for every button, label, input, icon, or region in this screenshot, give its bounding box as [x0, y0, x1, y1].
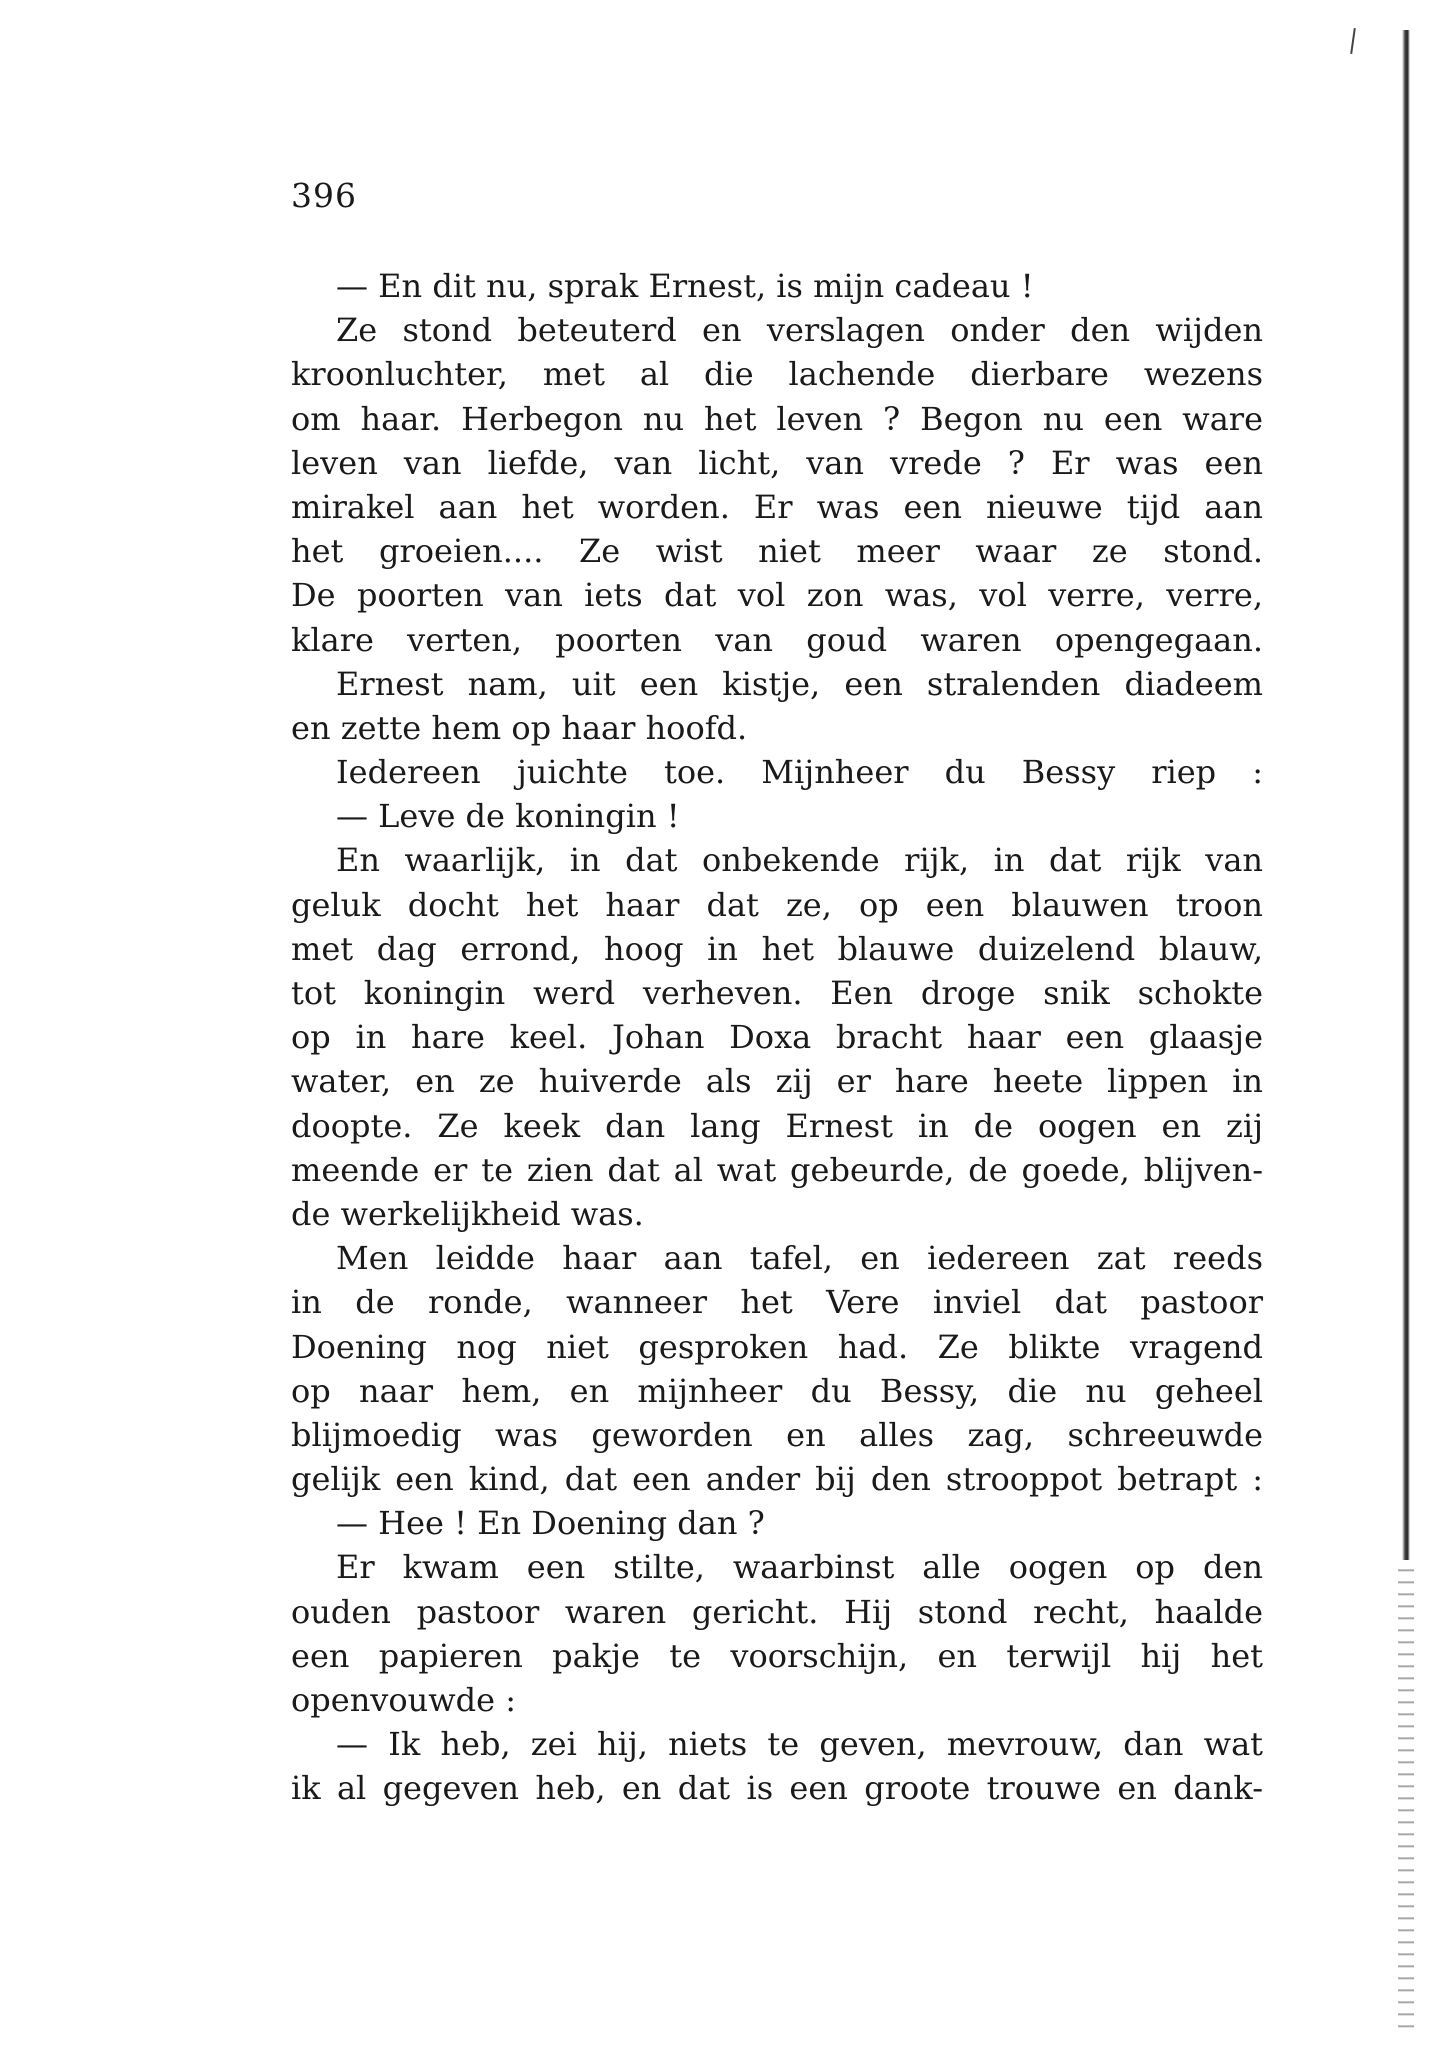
text-line: geluk docht het haar dat ze, op een blauwen troon [291, 885, 1263, 924]
text-line: Er kwam een stilte, waarbinst alle oogen op den [336, 1548, 1263, 1587]
text-line: De poorten van iets dat vol zon was, vol verre, verre, [291, 576, 1263, 615]
text-line: en zette hem op haar hoofd. [291, 708, 748, 747]
text-line: tot koningin werd verheven. Een droge snik schokte [291, 974, 1263, 1012]
text-line: Doening nog niet gesproken had. Ze blikte vragend [291, 1327, 1263, 1366]
text-line: om haar. Herbegon nu het leven ? Begon nu een ware [291, 399, 1263, 438]
text-line: het groeien.... Ze wist niet meer waar ze stond. [291, 532, 1263, 571]
text-line: openvouwde : [291, 1681, 517, 1719]
body-text [291, 264, 1263, 1811]
text-line: — En dit nu, sprak Ernest, is mijn cadeau ! [336, 267, 1034, 305]
scan-artifact-mark [1350, 28, 1356, 54]
text-line: de werkelijkheid was. [291, 1194, 644, 1233]
page-number: 396 [291, 176, 357, 215]
text-line: mirakel aan het worden. Er was een nieuwe tijd aan [291, 487, 1263, 526]
text-line: ouden pastoor waren gericht. Hij stond recht, haalde [291, 1592, 1263, 1631]
text-line: kroonluchter, met al die lachende dierbare wezens [291, 355, 1263, 394]
text-line: in de ronde, wanneer het Vere inviel dat pastoor [291, 1283, 1263, 1322]
text-line: meende er te zien dat al wat gebeurde, de goede, blijven- [291, 1150, 1263, 1189]
text-line: Ernest nam, uit een kistje, een stralenden diadeem [336, 664, 1263, 703]
text-line: klare verten, poorten van goud waren opengegaan. [291, 620, 1263, 659]
text-line: ik al gegeven heb, en dat is een groote trouwe en dank- [291, 1769, 1263, 1808]
text-line: op naar hem, en mijnheer du Bessy, die nu geheel [291, 1371, 1263, 1410]
text-line: blijmoedig was geworden en alles zag, schreeuwde [291, 1415, 1263, 1454]
text-line: En waarlijk, in dat onbekende rijk, in dat rijk van [336, 841, 1263, 880]
text-line: leven van liefde, van licht, van vrede ? Er was een [291, 443, 1263, 482]
text-line: — Ik heb, zei hij, niets te geven, mevrouw, dan wat [336, 1725, 1263, 1764]
text-line: water, en ze huiverde als zij er hare heete lippen in [291, 1062, 1263, 1101]
text-line: gelijk een kind, dat een ander bij den strooppot betrapt : [291, 1460, 1263, 1499]
text-line: — Hee ! En Doening dan ? [336, 1504, 765, 1543]
text-line: Iedereen juichte toe. Mijnheer du Bessy riep : [336, 753, 1263, 792]
text-line: met dag errond, hoog in het blauwe duizelend blauw, [291, 929, 1263, 968]
text-line: Men leidde haar aan tafel, en iedereen zat reeds [336, 1239, 1263, 1278]
text-line: een papieren pakje te voorschijn, en terwijl hij het [291, 1636, 1263, 1675]
text-line: — Leve de koningin ! [336, 797, 680, 836]
scan-edge-dotted [1398, 1560, 1414, 2030]
text-line: doopte. Ze keek dan lang Ernest in de oogen en zij [291, 1106, 1263, 1145]
text-line: Ze stond beteuterd en verslagen onder den wijden [336, 311, 1263, 350]
text-line: op in hare keel. Johan Doxa bracht haar een glaasje [291, 1018, 1263, 1057]
